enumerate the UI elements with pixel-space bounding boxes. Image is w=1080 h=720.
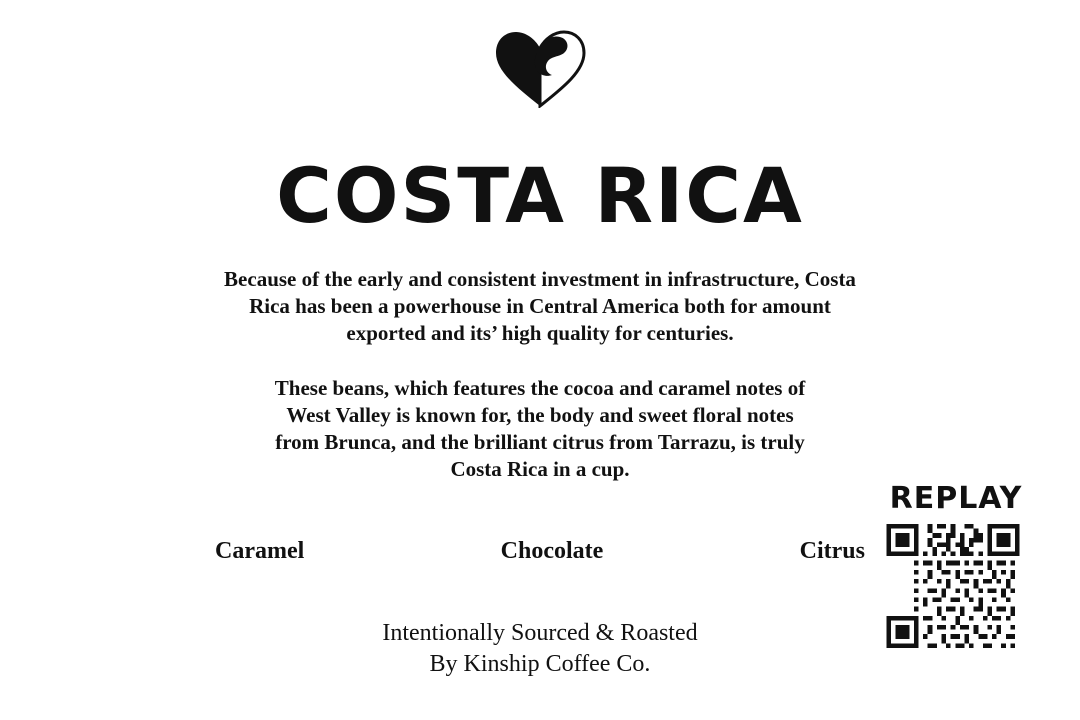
- description-line: exported and its’ high quality for centuries.: [346, 321, 734, 345]
- description-line: Rica has been a powerhouse in Central America both for amount: [249, 294, 831, 318]
- description-line: from Brunca, and the brilliant citrus from Tarrazu, is truly: [275, 430, 805, 454]
- description-line: Costa Rica in a cup.: [450, 457, 630, 481]
- tasting-note: Chocolate: [500, 538, 604, 564]
- heart-logo-icon: [490, 28, 590, 108]
- description-line: West Valley is known for, the body and sweet floral notes: [286, 403, 794, 427]
- tasting-note: Caramel: [215, 538, 305, 564]
- footer-line: By Kinship Coffee Co.: [429, 651, 651, 677]
- replay-block: [886, 482, 1026, 648]
- page-title: COSTA RICA: [276, 151, 804, 240]
- description-line: These beans, which features the cocoa and caramel notes of: [274, 376, 806, 400]
- description-line: Because of the early and consistent investment in infrastructure, Costa: [224, 267, 856, 291]
- tasting-note: Citrus: [799, 538, 865, 564]
- footer-line: Intentionally Sourced & Roasted: [382, 620, 698, 646]
- description-paragraph-1: [0, 266, 1080, 347]
- brand-logo: [0, 28, 1080, 108]
- description-paragraph-2: [0, 375, 1080, 483]
- replay-label: REPLAY: [889, 481, 1023, 516]
- tasting-notes: [215, 538, 865, 565]
- qr-code-icon[interactable]: [886, 524, 1020, 648]
